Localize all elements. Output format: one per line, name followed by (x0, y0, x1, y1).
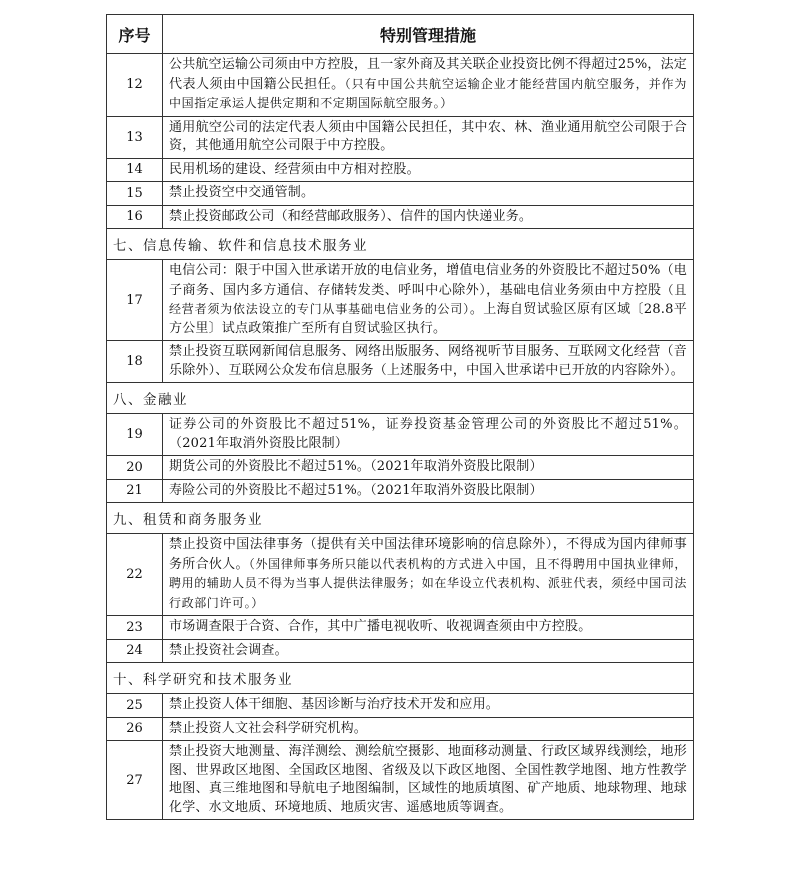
row-text: 禁止投资人文社会科学研究机构。 (163, 717, 694, 741)
table-row (107, 616, 694, 640)
row-number: 15 (107, 182, 163, 206)
table-header-row (107, 15, 694, 54)
table-row (107, 534, 694, 616)
table-row (107, 479, 694, 503)
table-row (107, 717, 694, 741)
row-number: 19 (107, 414, 163, 456)
section-heading: 七、信息传输、软件和信息技术服务业 (107, 229, 694, 260)
row-number: 24 (107, 639, 163, 663)
row-number: 18 (107, 341, 163, 383)
row-main-text: 公共航空运输公司须由中方控股，且一家外商及其关联企业投资比例不得超过25%，法定代表人须由中国籍公民担任。 (169, 57, 687, 92)
row-number: 20 (107, 456, 163, 480)
section-heading: 八、金融业 (107, 383, 694, 414)
table-row (107, 414, 694, 456)
table-row (107, 116, 694, 158)
row-text: 禁止投资空中交通管制。 (163, 182, 694, 206)
table-row (107, 158, 694, 182)
row-number: 26 (107, 717, 163, 741)
row-number: 22 (107, 534, 163, 616)
row-number: 27 (107, 741, 163, 820)
row-text: 禁止投资互联网新闻信息服务、网络出版服务、网络视听节目服务、互联网文化经营（音乐除外）、互联网公众发布信息服务（上述服务中，中国入世承诺中已开放的内容除外）。 (163, 341, 694, 383)
table-row (107, 182, 694, 206)
row-text (163, 260, 694, 341)
row-text: 期货公司的外资股比不超过51%。（2021年取消外资股比限制） (163, 456, 694, 480)
special-measures-table (106, 14, 694, 820)
table-row (107, 205, 694, 229)
row-text: 禁止投资社会调查。 (163, 639, 694, 663)
row-number: 17 (107, 260, 163, 341)
row-text: 通用航空公司的法定代表人须由中国籍公民担任，其中农、林、渔业通用航空公司限于合资，其他通用航空公司限于中方控股。 (163, 116, 694, 158)
row-number: 25 (107, 694, 163, 718)
row-text: 禁止投资邮政公司（和经营邮政服务）、信件的国内快递业务。 (163, 205, 694, 229)
table-row (107, 341, 694, 383)
header-special-measures: 特别管理措施 (163, 15, 694, 54)
row-text (163, 54, 694, 117)
row-number: 21 (107, 479, 163, 503)
row-number: 23 (107, 616, 163, 640)
section-heading: 九、租赁和商务服务业 (107, 503, 694, 534)
row-text: 证券公司的外资股比不超过51%，证券投资基金管理公司的外资股比不超过51%。（2021年取消外资股比限制） (163, 414, 694, 456)
table-row (107, 639, 694, 663)
section-row (107, 503, 694, 534)
measures-document (106, 14, 693, 820)
row-note-text: （只有中国公共航空运输企业才能经营国内航空服务，并作为中国指定承运人提供定期和不定期国际航空服务。） (169, 76, 687, 110)
section-row (107, 229, 694, 260)
row-text: 民用机场的建设、经营须由中方相对控股。 (163, 158, 694, 182)
row-number: 16 (107, 205, 163, 229)
row-text: 寿险公司的外资股比不超过51%。（2021年取消外资股比限制） (163, 479, 694, 503)
row-text: 禁止投资大地测量、海洋测绘、测绘航空摄影、地面移动测量、行政区域界线测绘，地形图、世界政区地图、全国政区地图、省级及以下政区地图、全国性教学地图、地方性教学地图、真三维地图和导航电子地图编制，区域性的地质填图、矿产地质、地球物理、地球化学、水文地质、环境地质、地质灾害、遥感地质等调查。 (163, 741, 694, 820)
row-main-text: 禁止投资中国法律事务（提供有关中国法律环境影响的信息除外），不得成为国内律师事务所合伙人。 (169, 537, 687, 572)
row-text: 市场调查限于合资、合作，其中广播电视收听、收视调查须由中方控股。 (163, 616, 694, 640)
table-row (107, 260, 694, 341)
row-tail-text: 。上海自贸试验区原有区域〔28.8平方公里〕试点政策推广至所有自贸试验区执行。 (169, 302, 688, 336)
section-row (107, 383, 694, 414)
section-row (107, 663, 694, 694)
row-text (163, 534, 694, 616)
table-row (107, 694, 694, 718)
row-note-text: （且经营者须为依法设立的专门从事基础电信业务的公司） (169, 282, 688, 316)
table-row (107, 54, 694, 117)
row-number: 12 (107, 54, 163, 117)
table-row (107, 741, 694, 820)
table-row (107, 456, 694, 480)
row-main-text: 电信公司：限于中国入世承诺开放的电信业务，增值电信业务的外资股比不超过50%（电子商务、国内多方通信、存储转发类、呼叫中心除外），基础电信业务须由中方控股 (169, 263, 687, 298)
row-number: 13 (107, 116, 163, 158)
header-serial-number: 序号 (107, 15, 163, 54)
row-text: 禁止投资人体干细胞、基因诊断与治疗技术开发和应用。 (163, 694, 694, 718)
row-number: 14 (107, 158, 163, 182)
row-note-text: （外国律师事务所只能以代表机构的方式进入中国，且不得聘用中国执业律师，聘用的辅助人员不得为当事人提供法律服务；如在华设立代表机构、派驻代表，须经中国司法行政部门许可。） (169, 556, 687, 610)
section-heading: 十、科学研究和技术服务业 (107, 663, 694, 694)
